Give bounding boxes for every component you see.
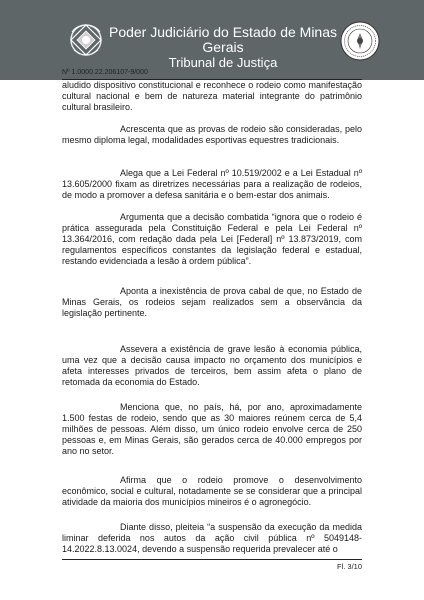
paragraph-4: Argumenta que a decisão combatida “ignora que o rodeio é prática assegurada pela Constituição Federal e pela Lei Federal nº 13.364/2016, com redação dada pela Lei [Federal] nº 13.873/2019, com regulamentos específicos constantes da legislação federal e estadual, restando evidenciada a lesão à ordem pública”. (62, 212, 362, 266)
court-name: Poder Judiciário do Estado de Minas Gerais (108, 24, 338, 55)
paragraph-5: Aponta a inexistência de prova cabal de que, no Estado de Minas Gerais, os rodeios sejam realizados sem a observância da legislação pertinente. (62, 286, 362, 318)
minas-gerais-crest-icon (66, 20, 106, 60)
tribunal-name: Tribunal de Justiça (168, 55, 278, 70)
court-title (108, 25, 338, 70)
paragraph-9: Diante disso, pleiteia “a suspensão da execução da medida liminar deferida nos autos da ação civil pública nº 5049148-14.2022.8.13.0024, devendo a suspensão requerida prevalecer até o (62, 522, 362, 554)
page-folio: Fl. 3/10 (336, 562, 362, 571)
paragraph-2: Acrescenta que as provas de rodeio são consideradas, pelo mesmo diploma legal, modalidades esportivas equestres tradicionais. (62, 124, 362, 145)
paragraph-1: aludido dispositivo constitucional e reconhece o rodeio como manifestação cultural nacional e bem de natureza material integrante do patrimônio cultural brasileiro. (62, 80, 362, 112)
paragraph-6: Assevera a existência de grave lesão à economia pública, uma vez que a decisão causa impacto no orçamento dos municípios e afeta interesses privados de terceiros, bem assim afeta o plano de retomada da economia do Estado. (62, 344, 362, 387)
process-number: Nº 1.0000.22.206107-9/000 (62, 69, 148, 76)
footer-divider (62, 559, 362, 560)
tribunal-seal-icon (339, 20, 381, 62)
page-header (0, 0, 424, 80)
paragraph-7: Menciona que, no país, há, por ano, aproximadamente 1.500 festas de rodeio, sendo que as 30 maiores reúnem cerca de 5,4 milhões de pessoas. Além disso, um único rodeio envolve cerca de 250 pessoas e, em Minas Gerais, são gerados cerca de 40.000 empregos por ano no setor. (62, 402, 362, 456)
paragraph-3: Alega que a Lei Federal nº 10.519/2002 e a Lei Estadual nº 13.605/2000 fixam as diretrizes necessárias para a realização de rodeios, de modo a promover a defesa sanitária e o bem-estar dos animais. (62, 168, 362, 200)
paragraph-8: Afirma que o rodeio promove o desenvolvimento econômico, social e cultural, notadamente se se considerar que a principal atividade da maioria dos municípios mineiros é o agronegócio. (62, 475, 362, 507)
